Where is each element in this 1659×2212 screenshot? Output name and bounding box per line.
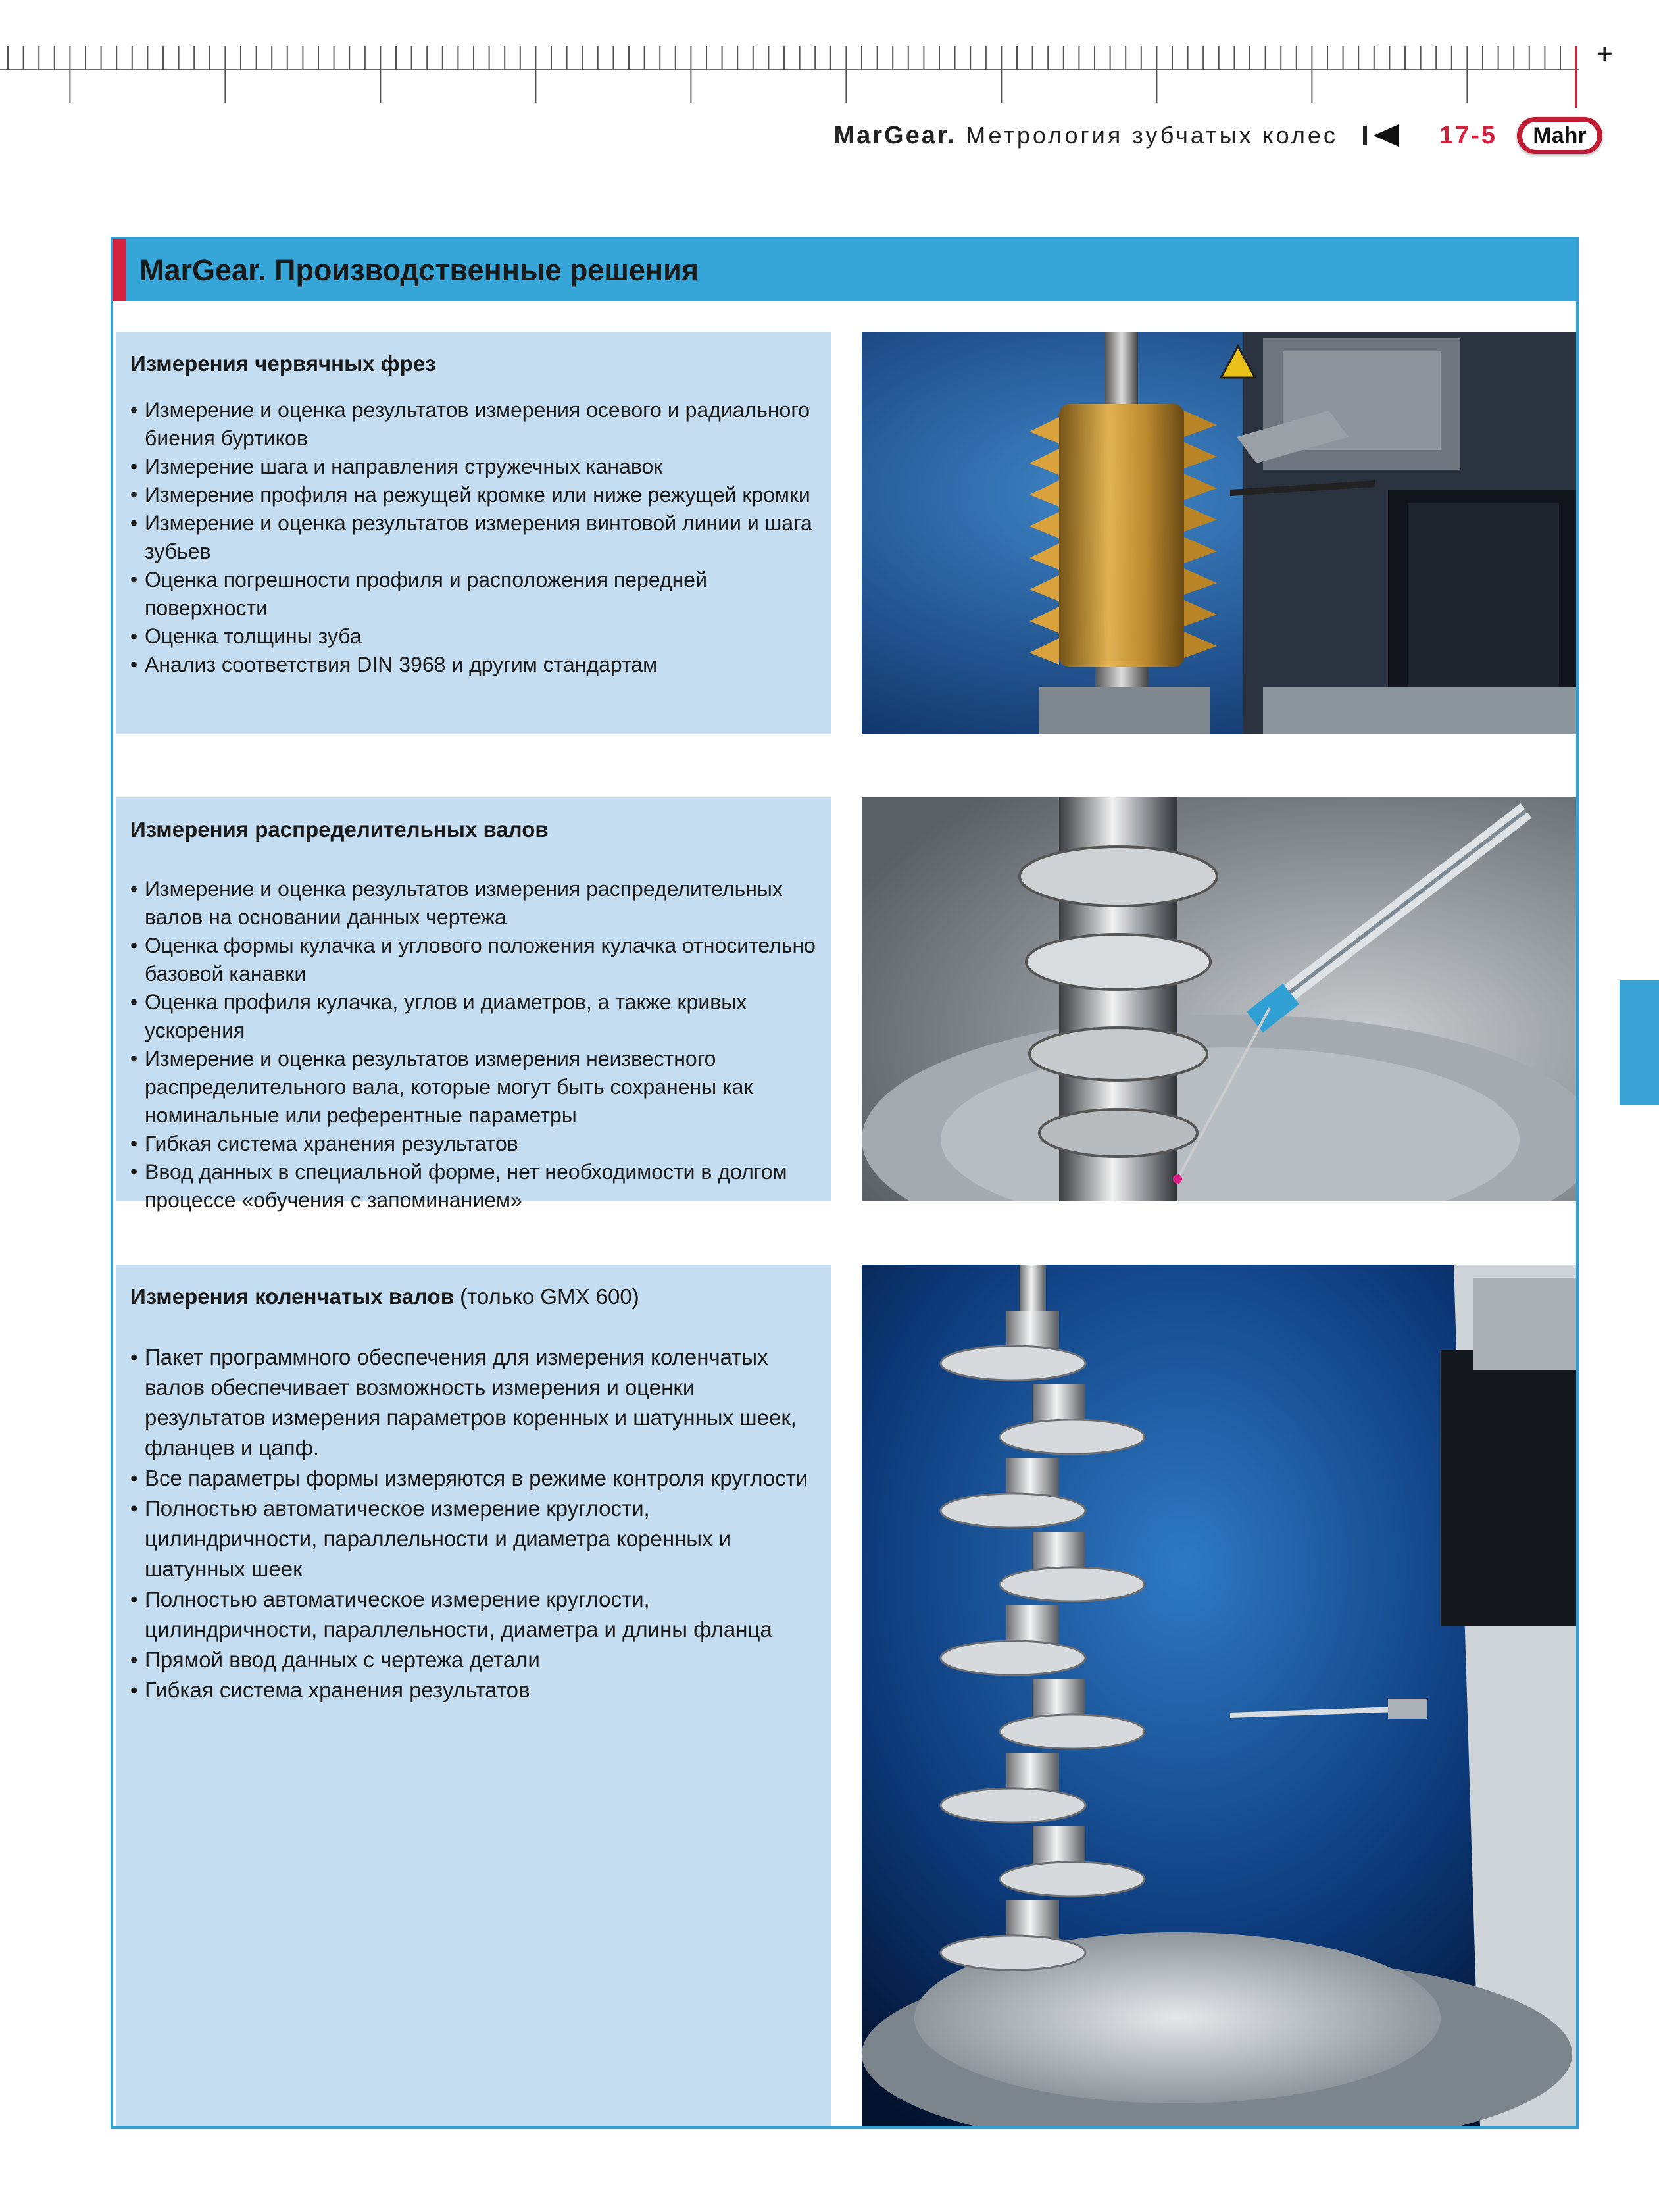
list-item: • Полностью автоматическое измерение круглости, цилиндричности, параллельности и диаметра коренных и шатунных шеек — [130, 1494, 820, 1584]
section-title: MarGear. Производственные решения — [139, 253, 699, 287]
nav-bar-icon — [1363, 126, 1367, 145]
text-panel-camshaft — [116, 797, 831, 1212]
list-item: • Измерение и оценка результатов измерения винтовой линии и шага зубьев — [130, 509, 820, 566]
list-item: • Гибкая система хранения результатов — [130, 1675, 820, 1705]
bullet-list — [130, 1342, 820, 1705]
list-item: • Пакет программного обеспечения для измерения коленчатых валов обеспечивает возможность измерения и оценки результатов измерения параметров коренных и шатунных шеек, фланцев и цапф. — [130, 1342, 820, 1463]
list-item: • Прямой ввод данных с чертежа детали — [130, 1645, 820, 1675]
list-item: • Измерение шага и направления стружечных канавок — [130, 453, 820, 481]
list-item: • Измерение профиля на режущей кромке или ниже режущей кромки — [130, 481, 820, 509]
page-number: 17-5 — [1439, 121, 1497, 149]
header-subtitle: Метрология зубчатых колес — [966, 122, 1338, 149]
block-heading: Измерения коленчатых валов (только GMX 600) — [130, 1284, 639, 1309]
list-item: • Измерение и оценка результатов измерения неизвестного распределительного вала, которые могут быть сохранены как номинальные или референтные параметры — [130, 1045, 820, 1130]
top-ruler — [0, 37, 1579, 109]
crop-mark: + — [1597, 39, 1613, 68]
running-header — [833, 117, 1602, 154]
text-panel-crankshaft — [116, 1265, 831, 2126]
title-accent — [113, 239, 126, 301]
logo-text: Mahr — [1522, 122, 1597, 150]
section-title-bar — [113, 239, 1576, 301]
bullet-list — [130, 875, 820, 1215]
list-item: • Измерение и оценка результатов измерения распределительных валов на основании данных чертежа — [130, 875, 820, 932]
mahr-logo — [1517, 117, 1602, 154]
back-arrow-icon[interactable] — [1374, 124, 1399, 147]
block-heading: Измерения червячных фрез — [130, 351, 436, 376]
content-frame — [111, 237, 1579, 2129]
list-item: • Измерение и оценка результатов измерения осевого и радиального биения буртиков — [130, 396, 820, 453]
list-item: • Оценка профиля кулачка, углов и диаметров, а также кривых ускорения — [130, 988, 820, 1045]
photo-hob-cutter — [862, 332, 1576, 734]
list-item: • Все параметры формы измеряются в режиме контроля круглости — [130, 1463, 820, 1494]
header-brand: MarGear. — [833, 121, 957, 149]
list-item: • Оценка формы кулачка и углового положения кулачка относительно базовой канавки — [130, 932, 820, 988]
text-panel-hob — [116, 332, 831, 734]
list-item: • Оценка погрешности профиля и расположения передней поверхности — [130, 566, 820, 622]
list-item: • Полностью автоматическое измерение круглости, цилиндричности, параллельности, диаметра и длины фланца — [130, 1584, 820, 1645]
photo-camshaft — [862, 797, 1576, 1201]
photo-crankshaft — [862, 1265, 1576, 2126]
list-item: • Ввод данных в специальной форме, нет необходимости в долгом процессе «обучения с запоминанием» — [130, 1158, 820, 1215]
list-item: • Оценка толщины зуба — [130, 622, 820, 651]
block-heading: Измерения распределительных валов — [130, 817, 549, 842]
chapter-tab[interactable] — [1620, 980, 1659, 1105]
list-item: • Гибкая система хранения результатов — [130, 1130, 820, 1158]
list-item: • Анализ соответствия DIN 3968 и другим стандартам — [130, 651, 820, 679]
bullet-list — [130, 396, 820, 679]
heading-note: (только GMX 600) — [454, 1284, 639, 1309]
